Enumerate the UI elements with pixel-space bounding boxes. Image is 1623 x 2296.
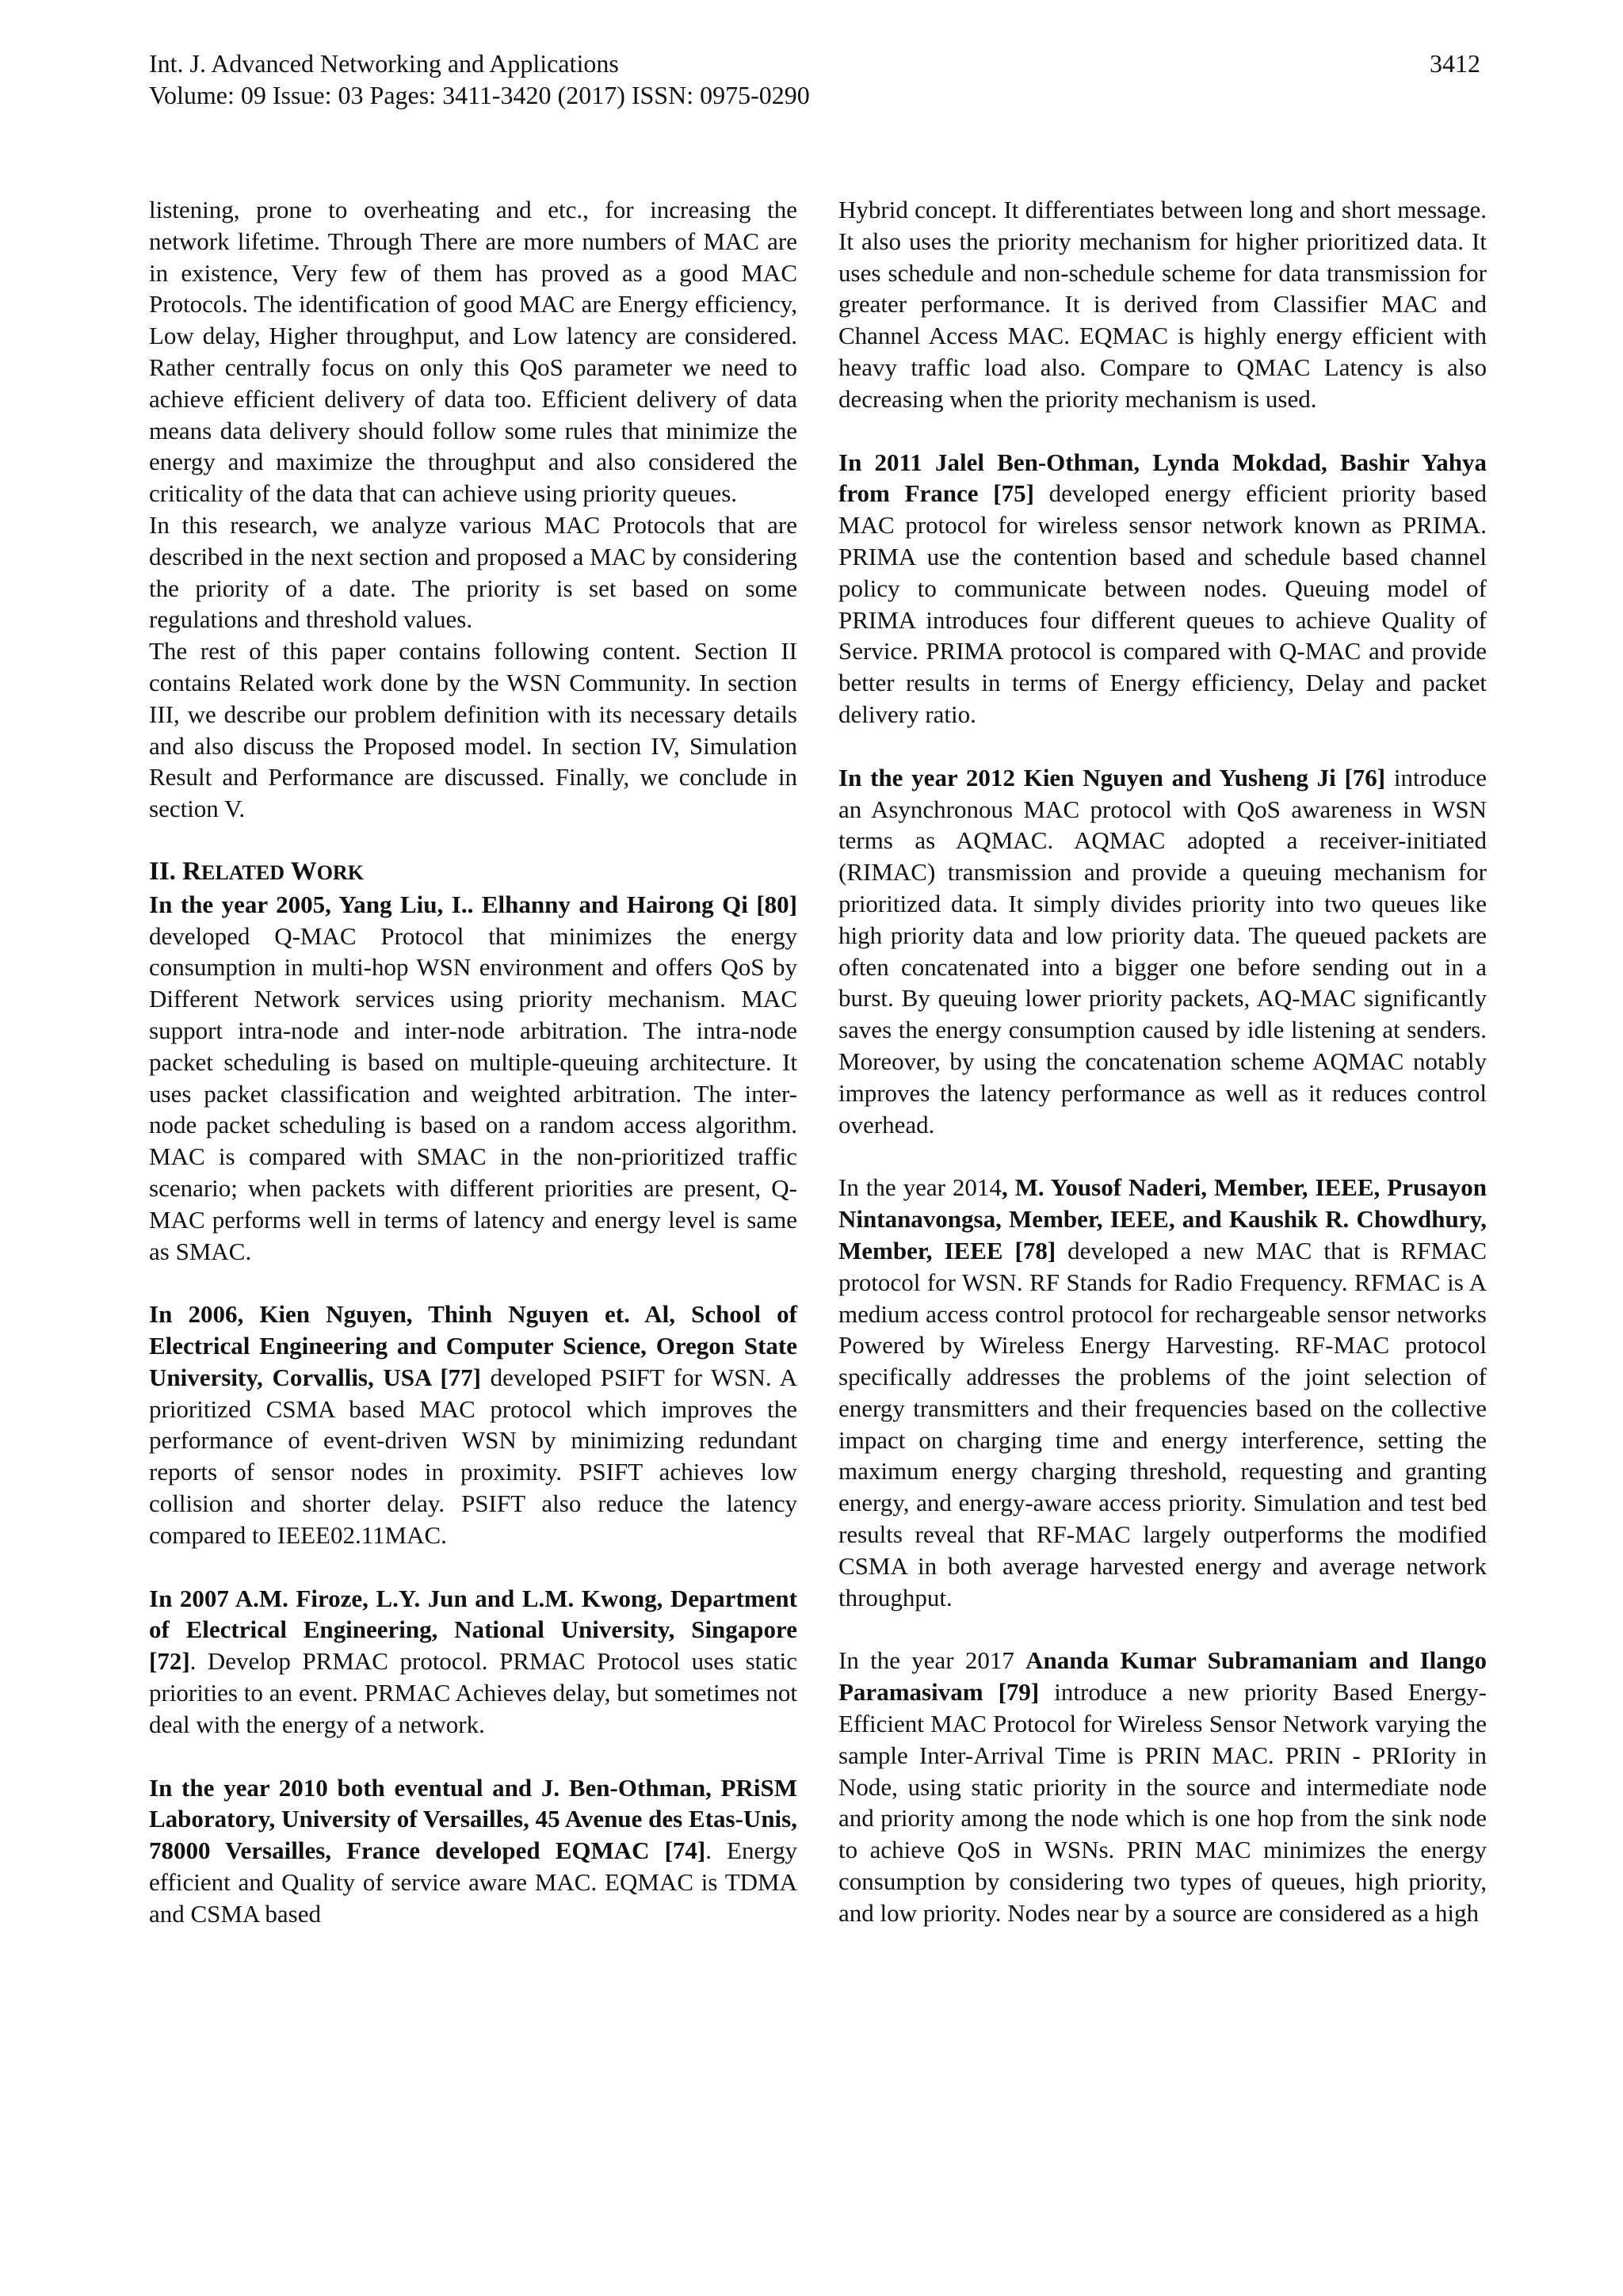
paragraph: In the year 2014, M. Yousof Naderi, Member, IEEE, Prusayon Nintanavongsa, Member, IEEE, and Kaushik R. Chowdhury, Member, IEEE [78] developed a new MAC that is RFMAC protocol for WSN. RF Stands for Radio Frequency. RFMAC is A medium access control protocol for rechargeable sensor networks Powered by Wireless Energy Harvesting. RF-MAC protocol specifically addresses the problems of the joint selection of energy transmitters and their frequencies based on the collective impact on charging time and energy interference, setting the maximum energy charging threshold, requesting and granting energy, and energy-aware access priority. Simulation and test bed results reveal that RF-MAC largely outperforms the modified CSMA in both average harvested energy and average network throughput. — [838, 1173, 1487, 1611]
paragraph: In the year 2017 Ananda Kumar Subramaniam and Ilango Paramasivam [79] introduce a new priority Based Energy-Efficient MAC Protocol for Wireless Sensor Network varying the sample Inter-Arrival Time is PRIN MAC. PRIN - PRIority in Node, using static priority in the source and intermediate node and priority among the node which is one hop from the sink node to achieve QoS in WSNs. PRIN MAC minimizes the energy consumption by considering two types of queues, high priority, and low priority. Nodes near by a source are considered as a high — [838, 1646, 1487, 1927]
paragraph: In this research, we analyze various MAC Protocols that are described in the next section and proposed a MAC by considering the priority of a date. The priority is set based on some regulations and threshold values. — [149, 510, 797, 634]
citation-lead: Ananda Kumar Subramaniam and Ilango Paramasivam [79] — [838, 1646, 1487, 1707]
paragraph: Hybrid concept. It differentiates between long and short message. It also uses the priority mechanism for higher prioritized data. It uses schedule and non-schedule scheme for data transmission for greater performance. It is derived from Classifier MAC and Channel Access MAC. EQMAC is highly energy efficient with heavy traffic load also. Compare to QMAC Latency is also decreasing when the priority mechanism is used. — [838, 196, 1487, 413]
volume-info: Volume: 09 Issue: 03 Pages: 3411-3420 (2017) ISSN: 0975-0290 — [149, 81, 810, 109]
page-number: 3412 — [1430, 49, 1480, 78]
paragraph: listening, prone to overheating and etc., for increasing the network lifetime. Through There are more numbers of MAC are in existence, Very few of them has proved as a good MAC Protocols. The identification of good MAC are Energy efficiency, Low delay, Higher throughput, and Low latency are considered. Rather centrally focus on only this QoS parameter we need to achieve efficient delivery of data too. Efficient delivery of data means data delivery should follow some rules that minimize the energy and maximize the throughput and also considered the criticality of the data that can achieve using priority queues. — [149, 196, 797, 508]
paragraph: The rest of this paper contains following content. Section II contains Related work done by the WSN Community. In section III, we describe our problem definition with its necessary details and also discuss the Proposed model. In section IV, Simulation Result and Performance are discussed. Finally, we conclude in section V. — [149, 637, 797, 823]
left-column — [149, 194, 797, 1930]
journal-title: Int. J. Advanced Networking and Applications — [149, 49, 619, 78]
citation-lead: In the year 2010 both eventual and J. Ben-Othman, PRiSM Laboratory, University of Versailles, 45 Avenue des Etas-Unis, 78000 Versailles, France developed EQMAC [74] — [149, 1773, 797, 1865]
paragraph: In 2011 Jalel Ben-Othman, Lynda Mokdad, Bashir Yahya from France [75] developed energy efficient priority based MAC protocol for wireless sensor network known as PRIMA. PRIMA use the contention based and schedule based channel policy to communicate between nodes. Queuing model of PRIMA introduces four different queues to achieve Quality of Service. PRIMA protocol is compared with Q-MAC and provide better results in terms of Energy efficiency, Delay and packet delivery ratio. — [838, 448, 1487, 728]
citation-lead: In the year 2005, Yang Liu, I.. Elhanny and Hairong Qi [80] — [149, 890, 797, 918]
citation-lead: In 2007 A.M. Firoze, L.Y. Jun and L.M. Kwong, Department of Electrical Engineering, National University, Singapore [72] — [149, 1584, 797, 1676]
citation-lead: In 2011 Jalel Ben-Othman, Lynda Mokdad, Bashir Yahya from France [75] — [838, 448, 1487, 508]
citation-lead: , M. Yousof Naderi, Member, IEEE, Prusayon Nintanavongsa, Member, IEEE, and Kaushik R. Chowdhury, Member, IEEE [78] — [838, 1173, 1487, 1264]
paragraph: In 2007 A.M. Firoze, L.Y. Jun and L.M. Kwong, Department of Electrical Engineering, National University, Singapore [72]. Develop PRMAC protocol. PRMAC Protocol uses static priorities to an event. PRMAC Achieves delay, but sometimes not deal with the energy of a network. — [149, 1584, 797, 1738]
citation-lead: In the year 2012 Kien Nguyen and Yusheng Ji [76] — [838, 763, 1386, 791]
citation-lead: In 2006, Kien Nguyen, Thinh Nguyen et. Al, School of Electrical Engineering and Computer Science, Oregon State University, Corvallis, USA [77] — [149, 1300, 797, 1391]
page-header — [149, 48, 1480, 111]
paragraph: In the year 2012 Kien Nguyen and Yusheng Ji [76] introduce an Asynchronous MAC protocol with QoS awareness in WSN terms as AQMAC. AQMAC adopted a receiver-initiated (RIMAC) transmission and provide a queuing mechanism for prioritized data. It simply divides priority into two queues like high priority data and low priority data. The queued packets are often concatenated into a bigger one before sending out in a burst. By queuing lower priority packets, AQ-MAC significantly saves the energy consumption caused by idle listening at senders. Moreover, by using the concatenation scheme AQMAC notably improves the latency performance as well as it reduces control overhead. — [838, 763, 1487, 1138]
paragraph: In 2006, Kien Nguyen, Thinh Nguyen et. Al, School of Electrical Engineering and Computer Science, Oregon State University, Corvallis, USA [77] developed PSIFT for WSN. A prioritized CSMA based MAC protocol which improves the performance of event-driven WSN by minimizing redundant reports of sensor nodes in proximity. PSIFT achieves low collision and shorter delay. PSIFT also reduce the latency compared to IEEE02.11MAC. — [149, 1300, 797, 1549]
right-column — [838, 194, 1487, 1929]
paragraph: In the year 2010 both eventual and J. Ben-Othman, PRiSM Laboratory, University of Versailles, 45 Avenue des Etas-Unis, 78000 Versailles, France developed EQMAC [74]. Energy efficient and Quality of service aware MAC. EQMAC is TDMA and CSMA based — [149, 1773, 797, 1928]
paragraph: In the year 2005, Yang Liu, I.. Elhanny and Hairong Qi [80] developed Q-MAC Protocol that minimizes the energy consumption in multi-hop WSN environment and offers QoS by Different Network services using priority mechanism. MAC support intra-node and inter-node arbitration. The intra-node packet scheduling is based on multiple-queuing architecture. It uses packet classification and weighted arbitration. The inter-node packet scheduling is based on a random access algorithm. MAC is compared with SMAC in the non-prioritized traffic scenario; when packets with different priorities are present, Q-MAC performs well in terms of latency and energy level is same as SMAC. — [149, 890, 797, 1265]
section-heading-related-work: II. RELATED WORK — [149, 856, 364, 886]
